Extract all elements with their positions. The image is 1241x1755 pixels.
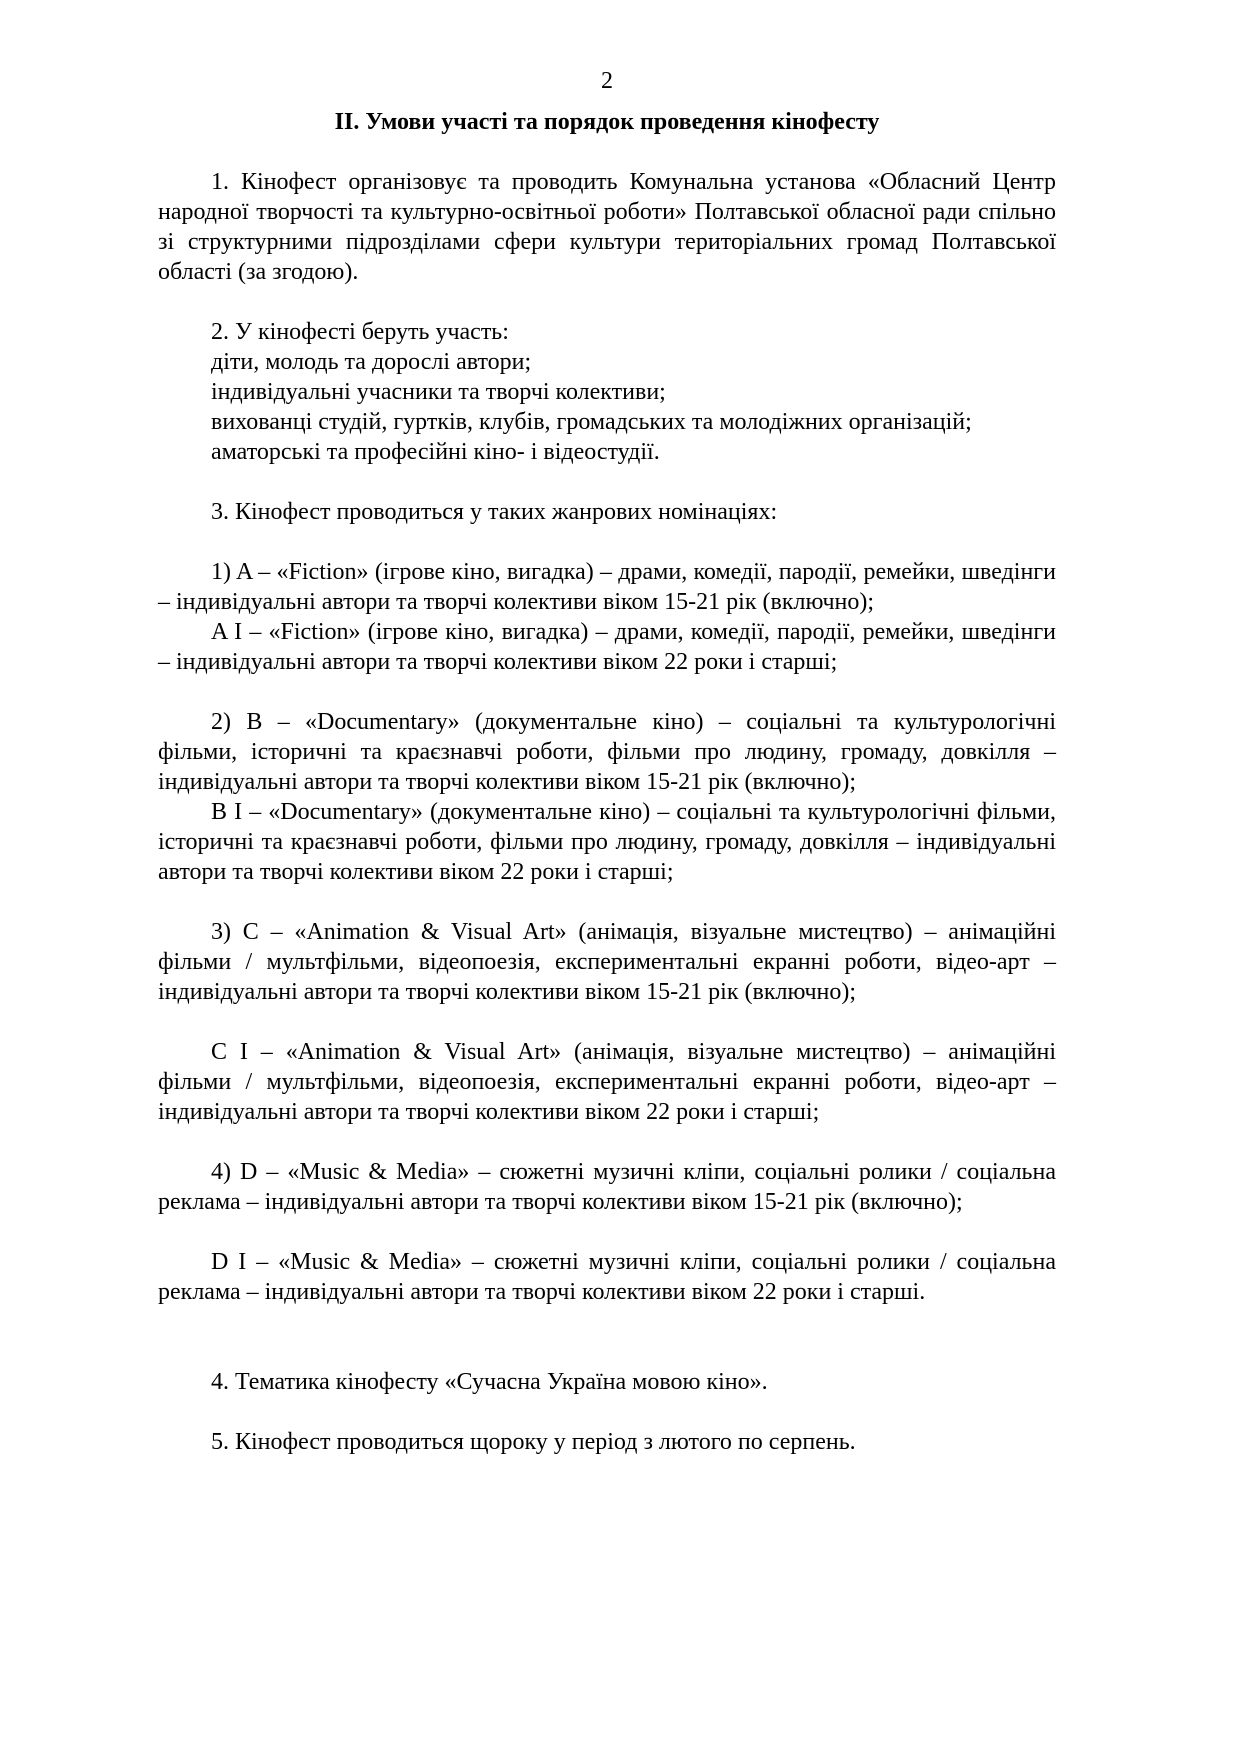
item-4-theme: 4. Тематика кінофесту «Сучасна Україна мовою кіно». bbox=[211, 1369, 768, 1395]
participant-item: аматорські та професійні кіно- і відеостудії. bbox=[211, 439, 660, 465]
nomination-c-senior: C I – «Animation & Visual Art» (анімація, візуальне мистецтво) – анімаційні фільми / мультфільми, відеопоезія, експериментальні екранні роботи, відео-арт – індивідуальні автори та творчі колективи віком 22 роки і старші; bbox=[158, 1039, 1056, 1125]
nomination-a-senior: A I – «Fiction» (ігрове кіно, вигадка) – драми, комедії, пародії, ремейки, шведінги – індивідуальні автори та творчі колективи віком 22 роки і старші; bbox=[158, 619, 1056, 675]
nomination-b: 2) B – «Documentary» (документальне кіно) – соціальні та культурологічні фільми, історичні та краєзнавчі роботи, фільми про людину, громаду, довкілля – індивідуальні автори та творчі колективи віком 15-21 рік (включно); bbox=[158, 709, 1056, 795]
participants-list bbox=[211, 347, 1056, 467]
participant-item: вихованці студій, гуртків, клубів, громадських та молодіжних організацій; bbox=[211, 409, 972, 435]
participant-item: діти, молодь та дорослі автори; bbox=[211, 349, 532, 375]
nomination-c: 3) C – «Animation & Visual Art» (анімація, візуальне мистецтво) – анімаційні фільми / мультфільми, відеопоезія, експериментальні екранні роботи, відео-арт – індивідуальні автори та творчі колективи віком 15-21 рік (включно); bbox=[158, 919, 1056, 1005]
section-title: II. Умови участі та порядок проведення кінофесту bbox=[334, 109, 880, 135]
nomination-d-senior: D I – «Music & Media» – сюжетні музичні кліпи, соціальні ролики / соціальна реклама – індивідуальні автори та творчі колективи віком 22 роки і старші. bbox=[158, 1249, 1056, 1305]
item-2-heading: 2. У кінофесті беруть участь: bbox=[211, 319, 509, 345]
item-3-heading: 3. Кінофест проводиться у таких жанрових номінаціях: bbox=[211, 499, 778, 525]
nomination-a: 1) A – «Fiction» (ігрове кіно, вигадка) – драми, комедії, пародії, ремейки, шведінги – індивідуальні автори та творчі колективи віком 15-21 рік (включно); bbox=[158, 559, 1056, 615]
participant-item: індивідуальні учасники та творчі колективи; bbox=[211, 379, 666, 405]
item-5-period: 5. Кінофест проводиться щороку у період з лютого по серпень. bbox=[211, 1429, 856, 1455]
page-number: 2 bbox=[601, 68, 613, 94]
item-1-organizer: 1. Кінофест організовує та проводить Комунальна установа «Обласний Центр народної творчості та культурно-освітньої роботи» Полтавської обласної ради спільно зі структурними підрозділами сфери культури територіальних громад Полтавської області (за згодою). bbox=[158, 169, 1056, 285]
nomination-d: 4) D – «Music & Media» – сюжетні музичні кліпи, соціальні ролики / соціальна реклама – індивідуальні автори та творчі колективи віком 15-21 рік (включно); bbox=[158, 1159, 1056, 1215]
nomination-b-senior: B I – «Documentary» (документальне кіно) – соціальні та культурологічні фільми, історичні та краєзнавчі роботи, фільми про людину, громаду, довкілля – індивідуальні автори та творчі колективи віком 22 роки і старші; bbox=[158, 799, 1056, 885]
